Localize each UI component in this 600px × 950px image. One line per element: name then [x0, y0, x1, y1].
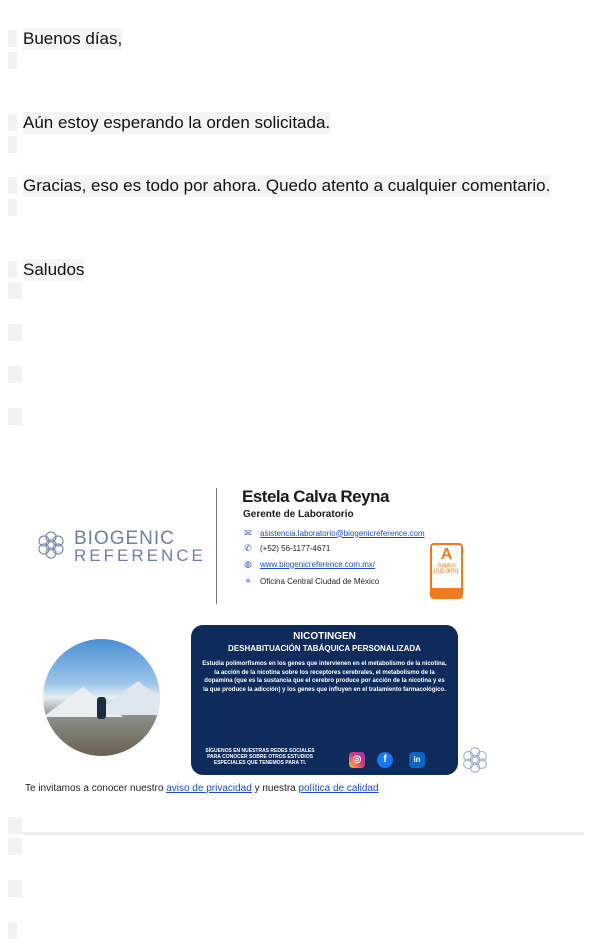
paragraph-marker — [8, 838, 22, 855]
privacy-link[interactable]: aviso de privacidad — [166, 783, 252, 794]
linkedin-icon[interactable]: in — [409, 752, 425, 768]
signature-divider — [216, 488, 217, 604]
biogenic-logo — [34, 528, 206, 565]
paragraph-marker — [8, 261, 17, 278]
paragraph-marker — [8, 817, 22, 834]
signature-website-row — [243, 559, 375, 569]
logo-mark-icon — [459, 744, 491, 776]
paragraph-marker — [8, 922, 17, 939]
social-follow-text: SÍGUENOS EN NUESTRAS REDES SOCIALES PARA CONOCER SOBRE OTROS ESTUDIOS ESPECIALES QUE TENEMOS PARA TI. — [205, 748, 315, 766]
signature-phone-row — [243, 543, 330, 553]
instagram-icon[interactable]: ◎ — [349, 752, 365, 768]
paragraph-marker — [8, 282, 22, 299]
body-line-1: Aún estoy esperando la orden solicitada. — [23, 113, 331, 132]
signature-role: Gerente de Laboratorio — [243, 509, 354, 520]
certification-badge — [430, 543, 463, 599]
quality-link[interactable]: política de calidad — [298, 783, 379, 794]
horizontal-rule — [23, 832, 584, 835]
banner-subtitle: DESHABITUACIÓN TABÁQUICA PERSONALIZADA — [228, 644, 421, 653]
signature-phone: (+52) 56-1177-4671 — [260, 543, 331, 553]
logo-text-line1: BIOGENIC — [74, 528, 175, 549]
paragraph-marker — [8, 366, 22, 383]
closing-text: Saludos — [23, 260, 85, 279]
paragraph-marker — [8, 30, 17, 47]
cert-strip — [432, 588, 461, 597]
mail-icon: ✉ — [244, 528, 252, 538]
person-figure — [97, 697, 106, 719]
body-line-2: Gracias, eso es todo por ahora. Quedo atento a cualquier comentario. — [23, 176, 551, 195]
paragraph-marker — [8, 52, 17, 69]
paragraph-marker — [8, 114, 17, 131]
footer-prefix: Te invitamos a conocer nuestro — [25, 783, 164, 794]
logo-text-line2: REFERENCE — [74, 546, 206, 565]
paragraph-marker — [8, 177, 17, 194]
banner-title: NICOTINGEN — [293, 631, 356, 642]
footer-middle: y nuestra — [254, 783, 296, 794]
paragraph-marker — [8, 199, 17, 216]
signature-office: Oficina Central Ciudad de México — [260, 576, 380, 586]
globe-icon: ◍ — [244, 559, 252, 569]
cert-brand: Applus — [437, 563, 456, 569]
paragraph-marker — [8, 880, 22, 897]
signature-website-link[interactable]: www.biogenicreference.com.mx/ — [260, 559, 376, 569]
cert-mark: A — [440, 546, 453, 563]
facebook-icon[interactable]: f — [377, 752, 393, 768]
banner-body: Estudia polimorfismos en los genes que intervienen en el metabolismo de la nicotina, la acción de la nicotina sobre los receptores cerebrales, el metabolismo de la dopamina (que es la sustancia que el cerebro produce por acción de la nicotina y es la que produce la adicción) y los genes que influyen en el tratamiento farmacológico. — [202, 661, 447, 693]
logo-mark-icon — [34, 528, 68, 562]
signature-name: Estela Calva Reyna — [242, 487, 389, 506]
location-pin-icon: ⌖ — [245, 576, 251, 586]
paragraph-marker — [8, 136, 17, 153]
cert-iso: ISO 9001 — [433, 569, 460, 575]
footer-note — [25, 783, 379, 794]
greeting-text: Buenos días, — [23, 29, 123, 48]
signature-office-row — [243, 576, 379, 586]
signature-email-link[interactable]: asistencia.laboratorio@biogenicreference.com — [260, 528, 425, 538]
phone-icon: ✆ — [244, 543, 252, 553]
signature-email-row — [243, 528, 425, 538]
mountain-photo — [43, 639, 160, 756]
paragraph-marker — [8, 324, 22, 341]
paragraph-marker — [8, 408, 22, 425]
